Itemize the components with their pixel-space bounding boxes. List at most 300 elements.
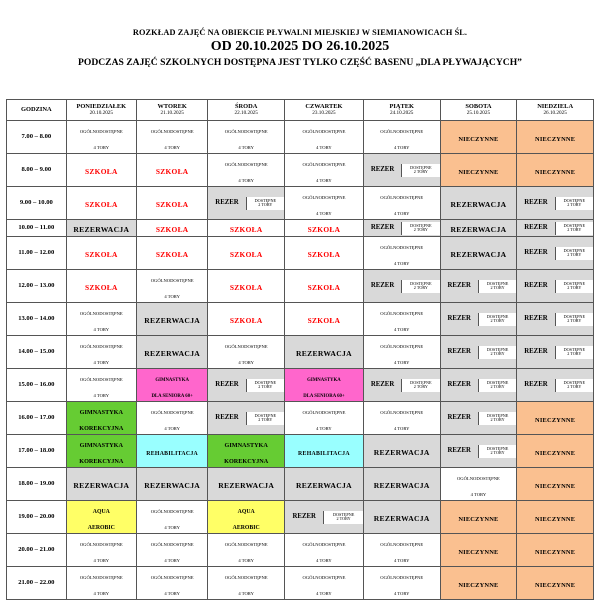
reservation-label: REZERWACJA (73, 481, 130, 490)
open-label: OGÓLNODOSTĘPNE (150, 278, 194, 283)
schedule-cell-partial-reservation (285, 501, 364, 534)
open-label: OGÓLNODOSTĘPNE (224, 575, 268, 580)
closed-label: NIECZYNNE (535, 483, 576, 490)
schedule-cell-school (208, 220, 285, 237)
schedule-cell-school (136, 220, 207, 237)
open-label: OGÓLNODOSTĘPNE (79, 542, 123, 547)
table-row (7, 121, 594, 154)
reservation-label: REZERWACJA (450, 200, 507, 209)
schedule-cell-reservation (136, 468, 207, 501)
schedule-cell-partial-reservation (440, 270, 517, 303)
open-label: OGÓLNODOSTĘPNE (380, 575, 424, 580)
lanes-label: 4 TORY (93, 591, 110, 596)
schedule-cell-gymnastics (66, 402, 136, 435)
schedule-cell-closed (517, 154, 594, 187)
reservation-label: REZER (524, 223, 548, 231)
schedule-cell-open (66, 336, 136, 369)
schedule-cell-open (66, 534, 136, 567)
reservation-label: REZER (447, 314, 471, 322)
table-row (7, 270, 594, 303)
reservation-label: REZERWACJA (295, 349, 352, 358)
lanes-label: 2 TORY (413, 169, 428, 174)
closed-label: NIECZYNNE (458, 136, 499, 143)
open-label: OGÓLNODOSTĘPNE (380, 129, 424, 134)
table-row (7, 567, 594, 600)
lanes-label: 2 TORY (413, 227, 428, 232)
available-label: DOSTĘPNE (563, 346, 585, 352)
schedule-cell-rehab (285, 435, 364, 468)
schedule-title: ROZKŁAD ZAJĘĆ NA OBIEKCIE PŁYWALNI MIEJSKIEJ W SIEMIANOWICACH ŚL. (132, 28, 468, 37)
schedule-cell-open (66, 567, 136, 600)
reservation-label: REZERWACJA (373, 514, 430, 523)
schedule-cell-reservation (440, 237, 517, 270)
schedule-cell-open (363, 237, 440, 270)
schedule-cell-partial-reservation (208, 369, 285, 402)
closed-label: NIECZYNNE (458, 169, 499, 176)
schedule-cell-school (285, 303, 364, 336)
schedule-cell-open (208, 567, 285, 600)
table-row (7, 468, 594, 501)
schedule-cell-partial-reservation (517, 237, 594, 270)
schedule-table (6, 99, 594, 600)
lanes-label: 4 TORY (238, 178, 254, 183)
lanes-label: 2 TORY (490, 384, 505, 389)
reservation-label: REZERWACJA (450, 250, 507, 259)
lanes-label: 4 TORY (316, 426, 332, 431)
reservation-label: REZER (524, 248, 548, 256)
schedule-cell-open (363, 187, 440, 220)
reservation-label: REZERWACJA (144, 316, 201, 325)
class-label: GIMNASTYKA (79, 409, 123, 416)
reservation-label: REZERWACJA (73, 225, 130, 234)
open-label: OGÓLNODOSTĘPNE (302, 195, 346, 200)
lanes-label: 4 TORY (316, 178, 332, 183)
schedule-cell-closed (517, 435, 594, 468)
available-label: DOSTĘPNE (410, 164, 432, 170)
time-slot: 8.00 – 9.00 (7, 154, 67, 187)
open-label: OGÓLNODOSTĘPNE (456, 476, 500, 481)
schedule-cell-school (66, 270, 136, 303)
pool-notice: PODCZAS ZAJĘĆ SZKOLNYCH DOSTĘPNA JEST TYLKO CZĘŚĆ BASENU „DLA PŁYWAJĄCYCH” (78, 57, 522, 68)
reservation-label: REZER (524, 198, 548, 206)
schedule-cell-school (136, 237, 207, 270)
lanes-label: 4 TORY (393, 211, 410, 216)
schedule-cell-closed (517, 468, 594, 501)
schedule-cell-partial-reservation (363, 220, 440, 237)
reservation-label: REZER (524, 347, 548, 355)
available-label: DOSTĘPNE (486, 313, 509, 319)
reservation-label: REZERWACJA (144, 481, 201, 490)
day-date: 21.10.2025 (160, 110, 184, 117)
lanes-label: 4 TORY (316, 591, 332, 596)
schedule-cell-closed (517, 501, 594, 534)
reservation-label: REZER (215, 198, 239, 206)
time-slot: 9.00 – 10.00 (7, 187, 67, 220)
closed-label: NIECZYNNE (535, 582, 576, 589)
time-slot: 14.00 – 15.00 (7, 336, 67, 369)
schedule-cell-partial-reservation (208, 187, 285, 220)
table-row (7, 402, 594, 435)
schedule-cell-reservation (208, 468, 285, 501)
reservation-label: REZER (524, 281, 548, 289)
class-label: GIMNASTYKA (224, 442, 268, 449)
schedule-cell-reservation (66, 220, 136, 237)
reservation-label: REZER (447, 446, 471, 454)
time-slot: 20.00 – 21.00 (7, 534, 67, 567)
schedule-cell-open (363, 402, 440, 435)
schedule-cell-aqua (66, 501, 136, 534)
schedule-cell-open (285, 154, 364, 187)
schedule-cell-school (208, 270, 285, 303)
header-day (285, 100, 364, 121)
schedule-cell-partial-reservation (517, 270, 594, 303)
schedule-cell-reservation (136, 303, 207, 336)
schedule-cell-open (363, 336, 440, 369)
lanes-label: 4 TORY (93, 145, 110, 150)
class-label: GIMNASTYKA (79, 442, 123, 449)
schedule-cell-open (208, 121, 285, 154)
available-label: DOSTĘPNE (254, 197, 277, 203)
open-label: OGÓLNODOSTĘPNE (302, 542, 346, 547)
schedule-cell-senior (285, 369, 364, 402)
schedule-cell-reservation (285, 336, 364, 369)
available-label: DOSTĘPNE (486, 280, 509, 286)
closed-label: NIECZYNNE (535, 516, 576, 523)
schedule-cell-open (208, 336, 285, 369)
available-label: DOSTĘPNE (563, 280, 585, 286)
available-label: DOSTĘPNE (563, 197, 585, 203)
day-date: 23.10.2025 (312, 110, 336, 117)
open-label: OGÓLNODOSTĘPNE (302, 575, 346, 580)
time-slot: 19.00 – 20.00 (7, 501, 67, 534)
available-label: DOSTĘPNE (332, 511, 355, 517)
available-label: DOSTĘPNE (563, 247, 585, 253)
available-label: DOSTĘPNE (486, 346, 509, 352)
schedule-cell-open (285, 402, 364, 435)
school-label: SZKOŁA (307, 316, 341, 325)
open-label: OGÓLNODOSTĘPNE (380, 195, 424, 200)
schedule-cell-closed (440, 567, 517, 600)
reservation-label: REZERWACJA (373, 481, 430, 490)
closed-label: NIECZYNNE (458, 516, 499, 523)
lanes-label: 2 TORY (567, 227, 582, 232)
schedule-cell-open (285, 567, 364, 600)
school-label: SZKOŁA (85, 200, 118, 209)
table-row (7, 336, 594, 369)
available-label: DOSTĘPNE (410, 222, 432, 228)
time-slot: 13.00 – 14.00 (7, 303, 67, 336)
school-label: SZKOŁA (155, 200, 189, 209)
reservation-label: REZER (447, 281, 471, 289)
schedule-cell-reservation (363, 435, 440, 468)
lanes-label: 2 TORY (490, 318, 505, 323)
reservation-label: REZER (215, 380, 239, 388)
lanes-label: 2 TORY (490, 417, 505, 422)
schedule-cell-reservation (363, 468, 440, 501)
open-label: OGÓLNODOSTĘPNE (150, 129, 194, 134)
table-row (7, 220, 594, 237)
available-label: DOSTĘPNE (486, 379, 509, 385)
open-label: OGÓLNODOSTĘPNE (380, 311, 424, 316)
time-slot: 11.00 – 12.00 (7, 237, 67, 270)
lanes-label: 4 TORY (316, 558, 332, 563)
day-date: 24.10.2025 (390, 110, 414, 117)
schedule-cell-open (66, 303, 136, 336)
closed-label: NIECZYNNE (458, 549, 499, 556)
day-date: 22.10.2025 (234, 110, 258, 117)
open-label: OGÓLNODOSTĘPNE (224, 162, 268, 167)
open-label: OGÓLNODOSTĘPNE (79, 575, 123, 580)
class-label: REHABILITACJA (146, 451, 199, 457)
lanes-label: 4 TORY (164, 525, 180, 530)
schedule-cell-gymnastics (66, 435, 136, 468)
reservation-label: REZER (447, 347, 471, 355)
schedule-cell-open (208, 154, 285, 187)
table-row (7, 237, 594, 270)
reservation-label: REZER (370, 281, 395, 289)
class-label: KOREKCYJNA (224, 458, 269, 465)
school-label: SZKOŁA (229, 316, 263, 325)
day-name: SOBOTA (465, 102, 492, 110)
schedule-cell-partial-reservation (363, 369, 440, 402)
schedule-cell-closed (517, 567, 594, 600)
class-label: AEROBIC (87, 525, 115, 531)
lanes-label: 2 TORY (567, 202, 582, 207)
open-label: OGÓLNODOSTĘPNE (79, 344, 123, 349)
table-row (7, 303, 594, 336)
open-label: OGÓLNODOSTĘPNE (302, 129, 346, 134)
school-label: SZKOŁA (229, 283, 263, 292)
open-label: OGÓLNODOSTĘPNE (224, 129, 268, 134)
schedule-cell-school (66, 237, 136, 270)
available-label: DOSTĘPNE (410, 379, 432, 385)
lanes-label: 4 TORY (393, 591, 410, 596)
schedule-cell-partial-reservation (517, 303, 594, 336)
reservation-label: REZERWACJA (373, 448, 430, 457)
schedule-cell-open (363, 121, 440, 154)
header-day (363, 100, 440, 121)
schedule-cell-partial-reservation (440, 402, 517, 435)
day-name: ŚRODA (234, 102, 258, 110)
schedule-cell-open (285, 121, 364, 154)
schedule-cell-open (136, 534, 207, 567)
schedule-cell-reservation (440, 220, 517, 237)
time-slot: 10.00 – 11.00 (7, 220, 67, 237)
school-label: SZKOŁA (229, 225, 263, 234)
schedule-cell-school (66, 187, 136, 220)
reservation-label: REZER (370, 223, 395, 231)
schedule-cell-school (66, 154, 136, 187)
schedule-cell-partial-reservation (363, 154, 440, 187)
lanes-label: 4 TORY (393, 327, 410, 332)
lanes-label: 2 TORY (413, 384, 428, 389)
schedule-cell-school (208, 237, 285, 270)
schedule-cell-open (285, 187, 364, 220)
class-label: AQUA (237, 509, 255, 515)
lanes-label: 4 TORY (164, 145, 180, 150)
table-row (7, 154, 594, 187)
lanes-label: 2 TORY (567, 285, 582, 290)
school-label: SZKOŁA (85, 283, 118, 292)
header-day (517, 100, 594, 121)
schedule-cell-open (136, 121, 207, 154)
school-label: SZKOŁA (155, 225, 189, 234)
day-date: 25.10.2025 (466, 110, 491, 117)
schedule-cell-open (66, 369, 136, 402)
day-date: 20.10.2025 (89, 110, 113, 117)
schedule-cell-partial-reservation (517, 187, 594, 220)
schedule-cell-reservation (285, 468, 364, 501)
lanes-label: 2 TORY (490, 351, 505, 356)
lanes-label: 4 TORY (164, 294, 180, 299)
lanes-label: 2 TORY (567, 384, 582, 389)
class-label: KOREKCYJNA (79, 458, 124, 465)
schedule-cell-open (285, 534, 364, 567)
table-row (7, 435, 594, 468)
open-label: OGÓLNODOSTĘPNE (150, 410, 194, 415)
closed-label: NIECZYNNE (535, 136, 576, 143)
reservation-label: REZERWACJA (218, 481, 275, 490)
lanes-label: 4 TORY (164, 591, 180, 596)
header-day (440, 100, 517, 121)
lanes-label: 4 TORY (393, 360, 410, 365)
day-name: CZWARTEK (305, 102, 343, 110)
school-label: SZKOŁA (155, 250, 189, 259)
header-day (208, 100, 285, 121)
schedule-cell-school (136, 187, 207, 220)
lanes-label: 4 TORY (470, 492, 487, 497)
schedule-cell-gymnastics (208, 435, 285, 468)
lanes-label: 4 TORY (93, 360, 110, 365)
table-row (7, 501, 594, 534)
open-label: OGÓLNODOSTĘPNE (302, 410, 346, 415)
schedule-cell-partial-reservation (440, 435, 517, 468)
table-row (7, 187, 594, 220)
schedule-cell-open (66, 121, 136, 154)
time-slot: 17.00 – 18.00 (7, 435, 67, 468)
reservation-label: REZER (447, 413, 471, 421)
open-label: OGÓLNODOSTĘPNE (79, 377, 123, 382)
day-name: PIĄTEK (389, 102, 414, 110)
schedule-cell-open (136, 501, 207, 534)
lanes-label: 4 TORY (238, 591, 254, 596)
time-slot: 7.00 – 8.00 (7, 121, 67, 154)
schedule-cell-open (363, 534, 440, 567)
open-label: OGÓLNODOSTĘPNE (150, 542, 194, 547)
schedule-cell-partial-reservation (440, 336, 517, 369)
schedule-cell-school (285, 237, 364, 270)
lanes-label: 4 TORY (164, 426, 180, 431)
lanes-label: 4 TORY (316, 211, 332, 216)
lanes-label: 4 TORY (393, 558, 410, 563)
lanes-label: 2 TORY (567, 252, 582, 257)
lanes-label: 4 TORY (393, 261, 410, 266)
class-label: DLA SENIORA 60+ (303, 394, 345, 399)
reservation-label: REZERWACJA (450, 225, 507, 234)
class-label: GIMNASTYKA (307, 378, 341, 383)
table-row (7, 534, 594, 567)
schedule-cell-open (208, 534, 285, 567)
schedule-cell-partial-reservation (208, 402, 285, 435)
lanes-label: 4 TORY (93, 327, 110, 332)
header-day (66, 100, 136, 121)
available-label: DOSTĘPNE (563, 222, 585, 228)
lanes-label: 2 TORY (258, 202, 273, 207)
class-label: AEROBIC (232, 525, 260, 531)
lanes-label: 4 TORY (393, 426, 410, 431)
open-label: OGÓLNODOSTĘPNE (150, 575, 194, 580)
date-range: OD 20.10.2025 DO 26.10.2025 (210, 39, 390, 54)
lanes-label: 2 TORY (336, 516, 351, 521)
schedule-cell-rehab (136, 435, 207, 468)
schedule-cell-school (136, 154, 207, 187)
reservation-label: REZERWACJA (144, 349, 201, 358)
lanes-label: 4 TORY (93, 393, 110, 398)
schedule-cell-open (363, 567, 440, 600)
schedule-cell-partial-reservation (517, 220, 594, 237)
closed-label: NIECZYNNE (535, 417, 576, 424)
schedule-cell-partial-reservation (363, 270, 440, 303)
schedule-cell-school (208, 303, 285, 336)
schedule-cell-reservation (66, 468, 136, 501)
schedule-cell-partial-reservation (440, 303, 517, 336)
class-label: REHABILITACJA (298, 451, 350, 457)
open-label: OGÓLNODOSTĘPNE (224, 542, 268, 547)
schedule-cell-closed (440, 121, 517, 154)
schedule-cell-open (136, 270, 207, 303)
header-day (136, 100, 207, 121)
open-label: OGÓLNODOSTĘPNE (302, 162, 346, 167)
day-name: PONIEDZIAŁEK (76, 102, 127, 110)
time-slot: 18.00 – 19.00 (7, 468, 67, 501)
schedule-cell-aqua (208, 501, 285, 534)
reservation-label: REZER (524, 380, 548, 388)
class-label: KOREKCYJNA (79, 425, 124, 432)
available-label: DOSTĘPNE (410, 280, 432, 286)
schedule-cell-reservation (136, 336, 207, 369)
open-label: OGÓLNODOSTĘPNE (380, 542, 424, 547)
lanes-label: 4 TORY (316, 145, 332, 150)
lanes-label: 4 TORY (93, 558, 110, 563)
open-label: OGÓLNODOSTĘPNE (380, 410, 424, 415)
header-row (7, 100, 594, 121)
open-label: OGÓLNODOSTĘPNE (79, 129, 123, 134)
lanes-label: 2 TORY (490, 285, 505, 290)
schedule-cell-open (136, 402, 207, 435)
reservation-label: REZERWACJA (295, 481, 352, 490)
closed-label: NIECZYNNE (535, 450, 576, 457)
class-label: GIMNASTYKA (155, 378, 189, 383)
class-label: DLA SENIORA 60+ (151, 394, 193, 399)
day-name: WTOREK (157, 102, 187, 110)
lanes-label: 2 TORY (567, 351, 582, 356)
schedule-cell-closed (517, 534, 594, 567)
open-label: OGÓLNODOSTĘPNE (224, 344, 268, 349)
schedule-cell-closed (440, 534, 517, 567)
reservation-label: REZER (370, 165, 395, 173)
lanes-label: 2 TORY (413, 285, 428, 290)
schedule-cell-closed (517, 121, 594, 154)
available-label: DOSTĘPNE (254, 379, 277, 385)
reservation-label: REZER (292, 512, 316, 520)
lanes-label: 2 TORY (258, 384, 273, 389)
header-godzina (7, 100, 67, 121)
available-label: DOSTĘPNE (486, 412, 509, 418)
closed-label: NIECZYNNE (458, 582, 499, 589)
schedule-cell-open (440, 468, 517, 501)
schedule-cell-open (363, 303, 440, 336)
school-label: SZKOŁA (229, 250, 263, 259)
